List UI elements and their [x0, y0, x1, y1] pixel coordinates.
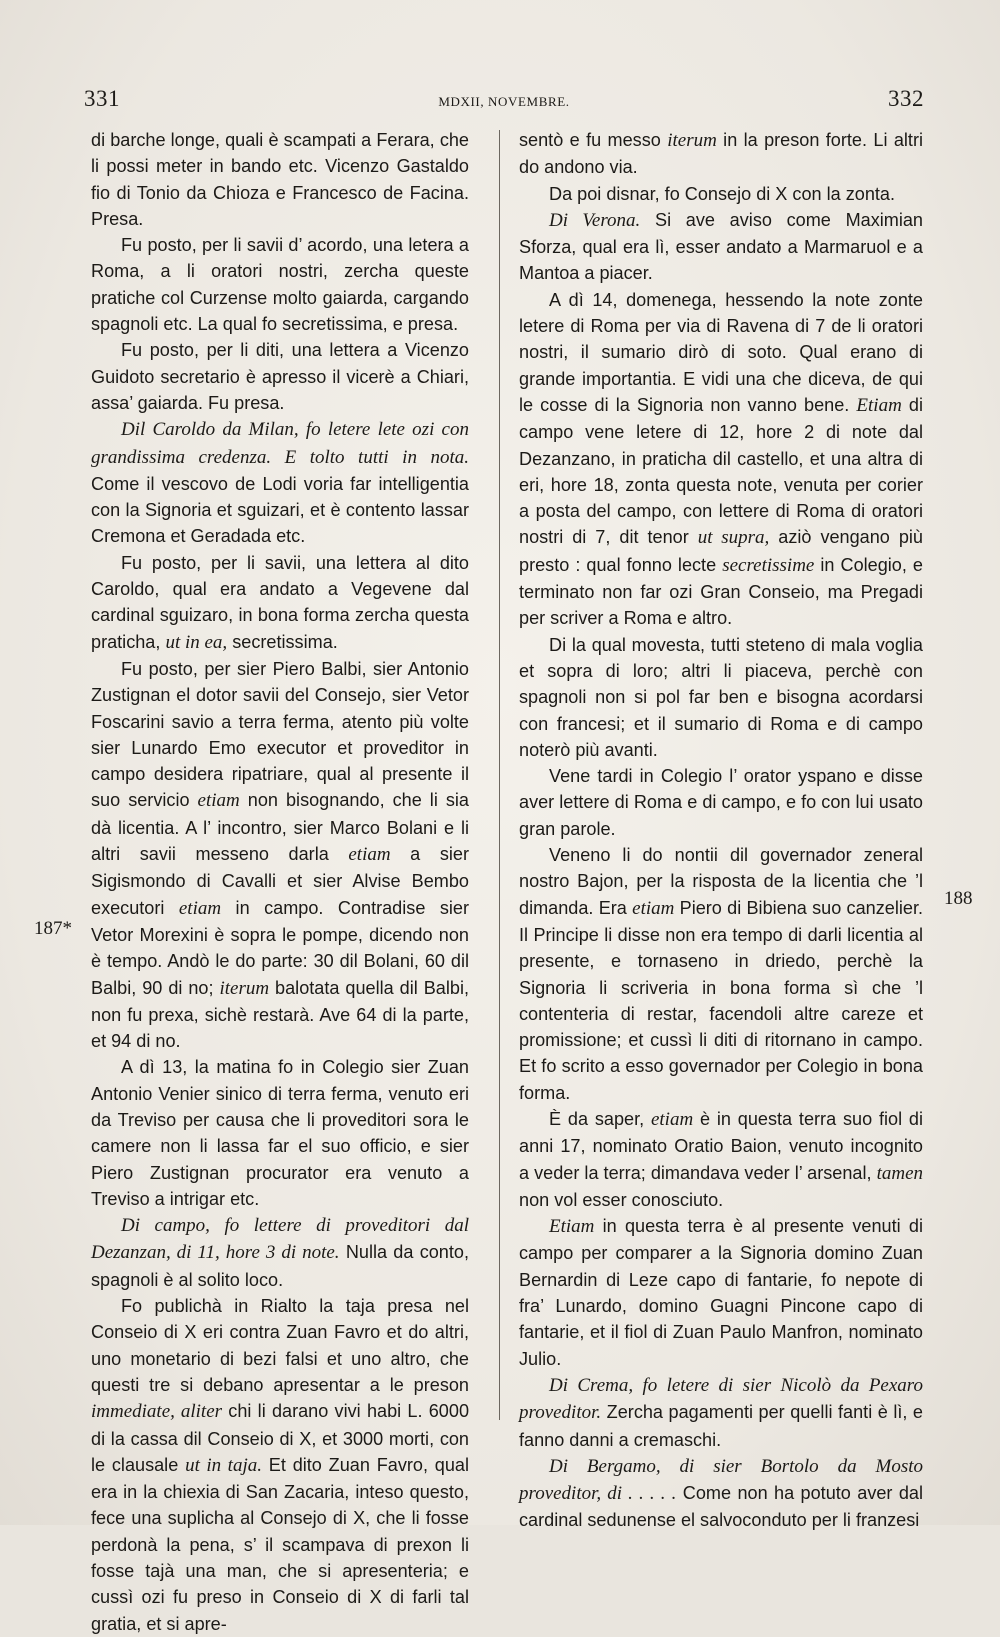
text-run: Veneno li do nontii dil governador zeneral nostro Bajon, per la risposta de la licentia che ’l dimanda. Era: [519, 845, 923, 918]
italic-text: Di Verona.: [549, 209, 641, 231]
text-run: Fu posto, per sier Piero Balbi, sier Antonio Zustignan el dotor savii del Consejo, sier Vetor Foscarini savio a terra ferma, atento più volte sier Lunardo Emo executor et proveditor in campo desidera ripatriare, qual al presente il suo servicio: [91, 658, 469, 811]
paragraph: [91, 1212, 469, 1293]
text-run: aziò vengano più presto : qual fonno lecte: [519, 527, 923, 575]
italic-text: iterum: [667, 130, 717, 151]
text-run: Fu posto, per li savii d’ acordo, una letera a Roma, a li oratori nostri, zercha queste pratiche col Curzense molto gaiarda, cargando spagnoli etc. La qual fo secretissima, e presa.: [91, 235, 469, 335]
text-run: Et dito Zuan Favro, qual era in la chiexia di San Zacaria, inteso questo, fece una suplicha al Consejo di X, che li fosse perdonà la pena, s’ il scampava di prexon li fosse tajà una man, che si apresenteria; e cussì ozi fu preso in Conseio di X di farli tal gratia, et si apre-: [91, 1454, 469, 1634]
paragraph: [519, 1106, 923, 1213]
paragraph: [91, 550, 469, 656]
italic-text: Di campo, fo lettere di proveditori dal Dezanzan, di 11, hore 3 di note.: [91, 1215, 469, 1264]
italic-text: secretissime: [722, 554, 815, 576]
page-header: [84, 86, 924, 126]
italic-text: Etiam: [549, 1216, 595, 1238]
italic-text: iterum: [219, 977, 270, 999]
text-run: Fu posto, per li diti, una lettera a Vicenzo Guidoto secretario è apresso il vicerè a Chiari, assa’ gaiarda. Fu presa.: [91, 340, 469, 413]
text-run: È da saper,: [549, 1108, 651, 1129]
italic-text: Dil Caroldo da Milan, fo letere lete ozi con grandissima credenza. E tolto tutti in nota.: [91, 419, 469, 468]
text-run: secretissima.: [227, 631, 338, 652]
text-run: in la preson forte. Li altri do andono via.: [519, 130, 923, 178]
paragraph: [519, 207, 923, 287]
text-run: Si ave aviso come Maximian Sforza, qual era lì, esser andato a Marmaruol e a Mantoa a piacer.: [519, 209, 923, 284]
paragraph: [519, 1372, 923, 1453]
paragraph: [519, 632, 923, 763]
column-divider: [499, 130, 500, 1420]
italic-text: tamen: [876, 1162, 923, 1184]
paragraph: [91, 127, 469, 232]
text-run: Piero di Bibiena suo canzelier. Il Principe li disse non era tempo di darli licentia al presente, e tornaseno in driedo, perchè la Signoria li scriveria in bona forma sì che ’l contenteria di restar, facendoli altre careze et promissione; et cussì li diti di ritornano in campo. Et fo scrito a esso governador per Colegio in bona forma.: [519, 897, 923, 1103]
paragraph: [519, 1453, 923, 1534]
margin-note-left: 187*: [34, 918, 72, 939]
text-run: a sier Sigismondo di Cavalli et sier Alvise Bembo executori: [91, 844, 469, 918]
text-run: Zercha pagamenti per quelli fanti è lì, e fanno danni a cremaschi.: [519, 1402, 923, 1450]
text-run: è in questa terra suo fiol di anni 17, nominato Oratio Baion, venuto incognito a veder la terra; dimandava veder l’ arsenal,: [519, 1108, 923, 1183]
margin-note-right: 188: [944, 888, 973, 909]
italic-text: etiam: [178, 897, 222, 919]
text-run: non vol esser conosciuto.: [519, 1189, 724, 1210]
paragraph: [91, 656, 469, 1054]
paragraph: [91, 1054, 469, 1212]
running-title: MDXII, NOVEMBRE.: [438, 94, 570, 109]
italic-text: etiam: [650, 1108, 694, 1130]
left-column: [91, 127, 469, 1637]
italic-text: ut in ea,: [165, 631, 228, 653]
text-run: di barche longe, quali è scampati a Ferara, che li possi meter in bando etc. Vicenzo Gastaldo fio di Tonio da Chioza e Francesco de Facina. Presa.: [91, 130, 469, 229]
paragraph: [91, 416, 469, 549]
text-run: in campo. Contradise sier Vetor Morexini è sopra le pompe, dicendo non è tempo. Andò le do parte: 30 dil Bolani, 60 dil Balbi, 90 di no;: [91, 897, 469, 998]
italic-text: immediate, aliter: [91, 1401, 223, 1423]
text-run: A dì 14, domenega, hessendo la note zonte letere di Roma per via di Ravena di 7 de li oratori nostri, il sumario dirò di soto. Qual erano di grande importantia. E vidi una che diceva, de qui le cosse di la Signoria non vanno bene.: [519, 289, 923, 415]
right-column: [519, 127, 923, 1534]
text-run: balotata quella dil Balbi, non fu prexa, sichè restarà. Ave 64 di la parte, et 94 di no.: [91, 977, 469, 1052]
italic-text: etiam: [197, 790, 240, 812]
text-run: Di la qual movesta, tutti steteno di mala voglia et sopra di loro; altri li piaceva, perchè con spagnoli non si pol far ben e bisogna acordarsi con francesi; et il sumario di Roma e di campo noterò più avanti.: [519, 634, 923, 760]
italic-text: etiam: [348, 844, 391, 866]
text-run: di campo vene letere di 12, hore 2 di note dal Dezanzano, in praticha dil castello, et una altra di eri, hore 18, zonta questa note, venuta per corier a posta del campo, con lettere di Roma di oratori nostri di 7, dit tenor: [519, 394, 923, 548]
page-number-right: 332: [888, 86, 924, 111]
italic-text: ut supra,: [697, 527, 770, 549]
text-run: Nulla da conto, spagnoli è al solito loco.: [91, 1242, 469, 1290]
paragraph: [519, 1213, 923, 1372]
text-run: sentò e fu messo: [519, 130, 668, 150]
paragraph: [519, 287, 923, 632]
text-run: Come non ha potuto aver dal cardinal sedunense el salvoconduto per li franzesi: [519, 1483, 923, 1531]
text-run: Da poi disnar, fo Consejo di X con la zonta.: [549, 183, 895, 204]
paragraph: [519, 763, 923, 842]
text-run: Fu posto, per li savii, una lettera al dito Caroldo, qual era andato a Vegevene dal cardinal sguizaro, in bona forma zercha questa praticha,: [91, 552, 469, 652]
paragraph: [519, 842, 923, 1106]
text-run: in questa terra è al presente venuti di campo per comparer a la Signoria domino Zuan Bernardin di Leze capo di fantarie, fo nepote di fra’ Lunardo, domino Guagni Pincone capo di fantarie, et il fiol di Zuan Paulo Manfron, nominato Julio.: [519, 1216, 923, 1369]
italic-text: etiam: [632, 897, 675, 919]
text-run: Fo publichà in Rialto la taja presa nel Conseio di X eri contra Zuan Favro et do altri, uno monetario di bezi falsi et uno altro, che questi tre si debano apresentar a le preson: [91, 1296, 469, 1395]
text-run: non bisognando, che li sia dà licentia. A l’ incontro, sier Marco Bolani e li altri savii messeno darla: [91, 790, 469, 865]
text-run: A dì 13, la matina fo in Colegio sier Zuan Antonio Venier sinico di terra ferma, venuto eri da Treviso per causa che li proveditori sora le camere non li lassa far el suo officio, e sier Piero Zustignan procurator era venuto a Treviso a intrigar etc.: [91, 1057, 469, 1209]
text-run: Vene tardi in Colegio l’ orator yspano e disse aver lettere di Roma e di campo, e fo con lui usato gran parole.: [519, 766, 923, 839]
paragraph: [91, 337, 469, 416]
italic-text: Di Bergamo, di sier Bortolo da Mosto proveditor, di . . . . .: [519, 1455, 923, 1505]
paragraph: [91, 232, 469, 337]
text-run: Come il vescovo de Lodi voria far intelligentia con la Signoria et sguizari, et è contento lassar Cremona et Geradada etc.: [91, 473, 469, 547]
italic-text: ut in taja.: [185, 1454, 262, 1476]
paragraph: [91, 1293, 469, 1637]
italic-text: Etiam: [856, 394, 902, 416]
italic-text: Di Crema, fo letere di sier Nicolò da Pexaro proveditor.: [519, 1374, 923, 1424]
paragraph: [519, 127, 923, 181]
page-number-left: 331: [84, 86, 120, 111]
text-run: chi li darano vivi habi L. 6000 di la cassa dil Conseio di X, et 3000 morti, con le clausale: [91, 1401, 470, 1475]
paragraph: [519, 181, 923, 207]
text-run: in Colegio, e terminato non far ozi Gran Conseio, ma Pregadi per scriver a Roma e altro.: [519, 554, 923, 629]
